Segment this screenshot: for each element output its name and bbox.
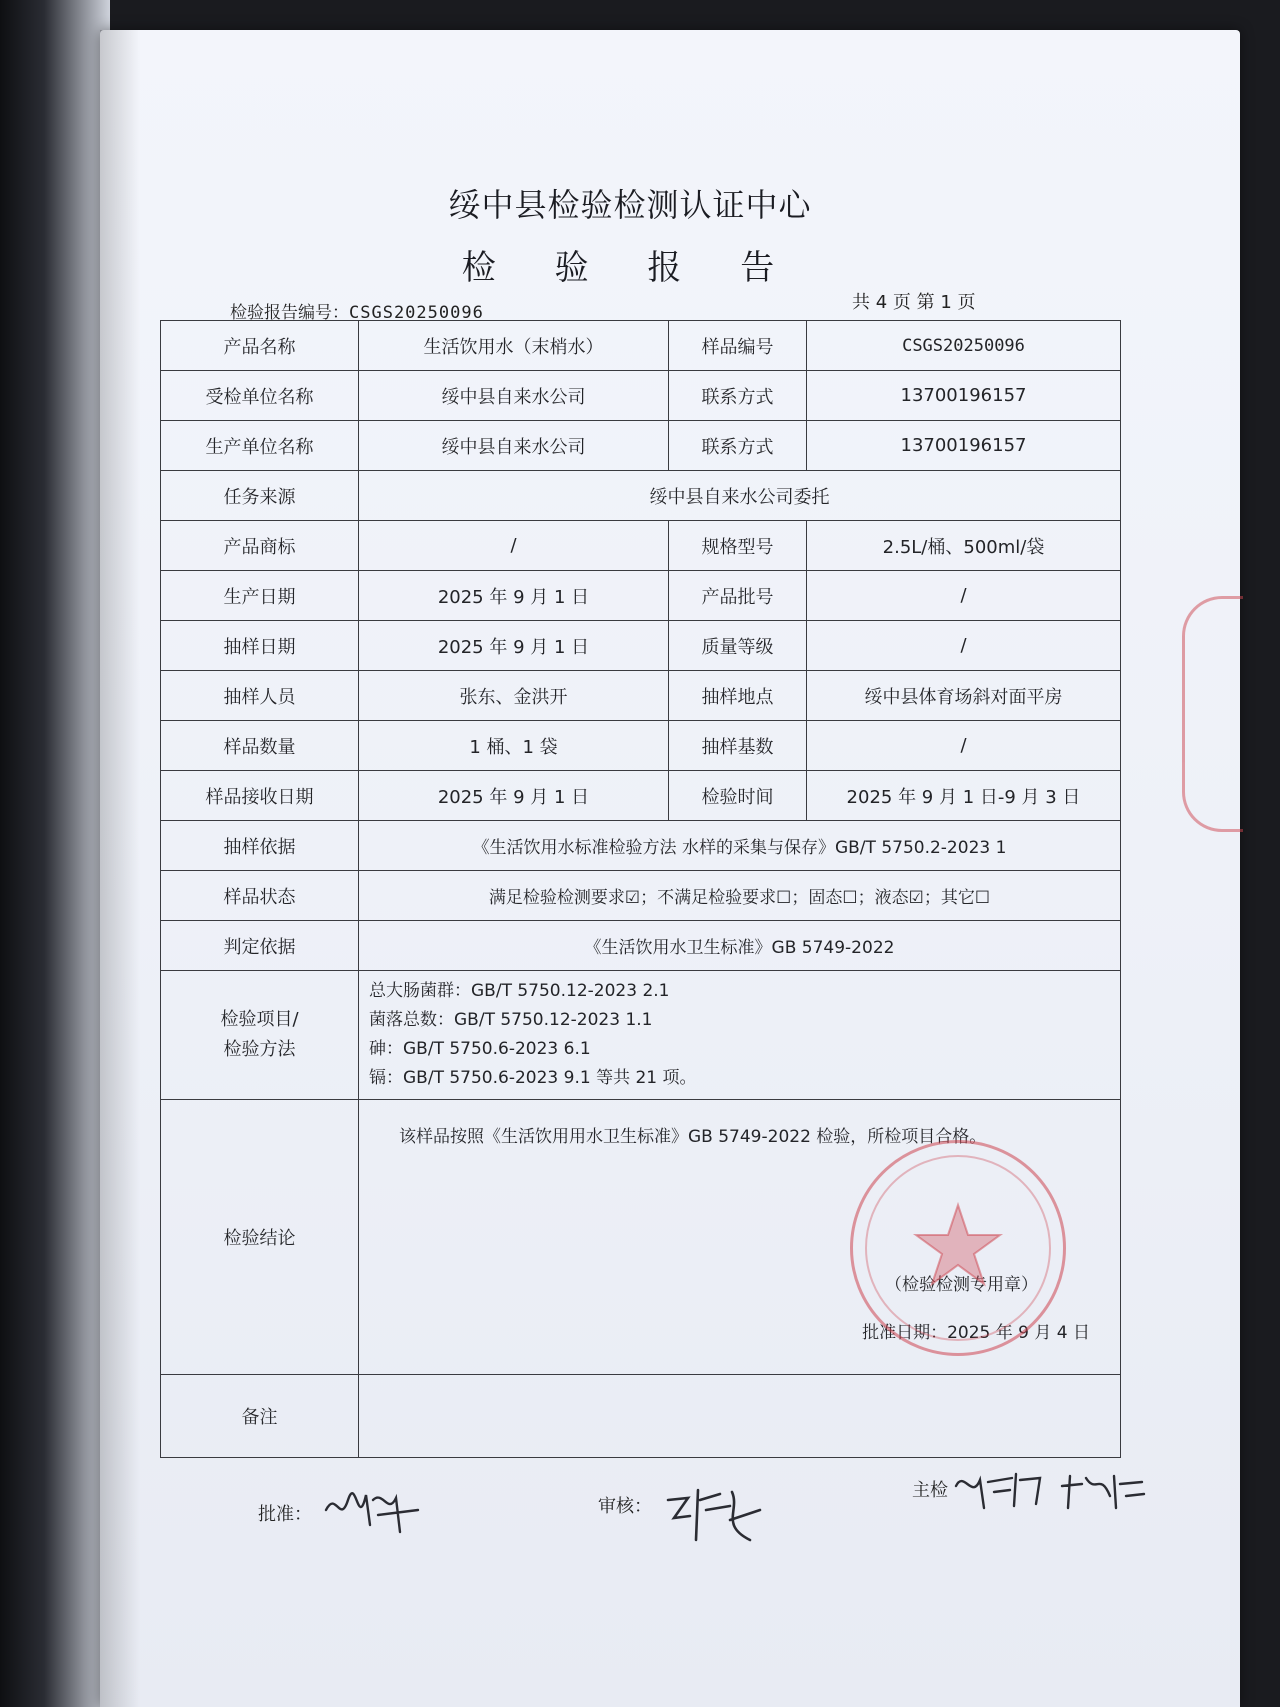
table-row: [161, 871, 1121, 921]
reviewer-label: 审核：: [598, 1496, 652, 1517]
test-items-label: [161, 971, 359, 1100]
batch-label: 产品批号: [669, 571, 807, 621]
producer-label: 生产单位名称: [161, 421, 359, 471]
approval-date: 批准日期：2025 年 9 月 4 日: [862, 1323, 1090, 1343]
receipt-date-label: 样品接收日期: [161, 771, 359, 821]
samplers-label: 抽样人员: [161, 671, 359, 721]
method-line: 砷：GB/T 5750.6-2023 6.1: [369, 1039, 591, 1059]
sample-no-value: CSGS20250096: [807, 321, 1121, 371]
table-row: [161, 471, 1121, 521]
table-row: [161, 921, 1121, 971]
approver-signature-icon: [318, 1470, 428, 1540]
production-date-value: 2025 年 9 月 1 日: [359, 571, 669, 621]
table-row: [161, 571, 1121, 621]
test-items-label-line1: 检验项目/: [220, 1009, 299, 1030]
sampling-base-value: /: [807, 721, 1121, 771]
page-count: 共 4 页 第 1 页: [852, 292, 976, 313]
trademark-label: 产品商标: [161, 521, 359, 571]
report-title: 检 验 报 告: [461, 248, 799, 288]
table-row: [161, 671, 1121, 721]
test-items-label-line2: 检验方法: [223, 1039, 296, 1060]
sample-no-label: 样品编号: [669, 321, 807, 371]
table-row: [161, 821, 1121, 871]
task-source-label: 任务来源: [161, 471, 359, 521]
page-edge-seal: [1182, 596, 1243, 832]
table-row: [161, 421, 1121, 471]
spec-value: 2.5L/桶、500ml/袋: [807, 521, 1121, 571]
contact-value: 13700196157: [807, 421, 1121, 471]
sampling-basis-label: 抽样依据: [161, 821, 359, 871]
table-row: [161, 621, 1121, 671]
remarks-label: 备注: [161, 1375, 359, 1458]
method-line: 菌落总数：GB/T 5750.12-2023 1.1: [369, 1010, 653, 1030]
table-row: [161, 521, 1121, 571]
judgement-basis-label: 判定依据: [161, 921, 359, 971]
sampling-site-label: 抽样地点: [669, 671, 807, 721]
conclusion-text: 该样品按照《生活饮用用水卫生标准》GB 5749-2022 检验，所检项目合格。: [399, 1127, 987, 1147]
stamp-label: （检验检测专用章）: [885, 1275, 1038, 1295]
table-row: [161, 721, 1121, 771]
remarks-value: [359, 1375, 1121, 1458]
seal-star-icon: [853, 1143, 1063, 1353]
contact-label: 联系方式: [669, 371, 807, 421]
reviewer-signature-icon: [660, 1470, 770, 1550]
table-row: [161, 1375, 1121, 1458]
test-methods: [359, 971, 1121, 1100]
sample-state-value: 满足检验检测要求☑；不满足检验要求☐；固态☐；液态☑；其它☐: [359, 871, 1121, 921]
trademark-value: /: [359, 521, 669, 571]
sampling-site-value: 绥中县体育场斜对面平房: [807, 671, 1121, 721]
table-row: [161, 371, 1121, 421]
sampling-date-label: 抽样日期: [161, 621, 359, 671]
inspector-label: 主检: [912, 1480, 948, 1501]
batch-value: /: [807, 571, 1121, 621]
spec-label: 规格型号: [669, 521, 807, 571]
receipt-date-value: 2025 年 9 月 1 日: [359, 771, 669, 821]
method-line: 镉：GB/T 5750.6-2023 9.1 等共 21 项。: [369, 1068, 697, 1088]
sampling-basis-value: 《生活饮用水标准检验方法 水样的采集与保存》GB/T 5750.2-2023 1: [359, 821, 1121, 871]
table-row: [161, 771, 1121, 821]
test-time-value: 2025 年 9 月 1 日-9 月 3 日: [807, 771, 1121, 821]
sampling-base-label: 抽样基数: [669, 721, 807, 771]
inspected-unit-label: 受检单位名称: [161, 371, 359, 421]
method-line: 总大肠菌群：GB/T 5750.12-2023 2.1: [369, 981, 670, 1001]
contact-value: 13700196157: [807, 371, 1121, 421]
sample-state-label: 样品状态: [161, 871, 359, 921]
task-source-value: 绥中县自来水公司委托: [359, 471, 1121, 521]
approver-label: 批准：: [258, 1504, 312, 1525]
production-date-label: 生产日期: [161, 571, 359, 621]
table-row: [161, 321, 1121, 371]
org-name: 绥中县检验检测认证中心: [448, 186, 812, 224]
quality-grade-value: /: [807, 621, 1121, 671]
samplers-value: 张东、金洪开: [359, 671, 669, 721]
report-number-label: 检验报告编号：: [230, 303, 349, 323]
product-name-label: 产品名称: [161, 321, 359, 371]
inspector-signature-icon: [950, 1456, 1150, 1516]
contact-label: 联系方式: [669, 421, 807, 471]
sample-qty-value: 1 桶、1 袋: [359, 721, 669, 771]
signature-row: [0, 1470, 1280, 1560]
sample-qty-label: 样品数量: [161, 721, 359, 771]
product-name-value: 生活饮用水（末梢水）: [359, 321, 669, 371]
judgement-basis-value: 《生活饮用水卫生标准》GB 5749-2022: [359, 921, 1121, 971]
test-time-label: 检验时间: [669, 771, 807, 821]
table-row: [161, 971, 1121, 1100]
quality-grade-label: 质量等级: [669, 621, 807, 671]
inspected-unit-value: 绥中县自来水公司: [359, 371, 669, 421]
official-seal: [850, 1140, 1066, 1356]
report-number-value: CSGS20250096: [349, 303, 484, 323]
producer-value: 绥中县自来水公司: [359, 421, 669, 471]
conclusion-label: 检验结论: [161, 1100, 359, 1375]
sampling-date-value: 2025 年 9 月 1 日: [359, 621, 669, 671]
book-edge: [0, 0, 110, 1707]
